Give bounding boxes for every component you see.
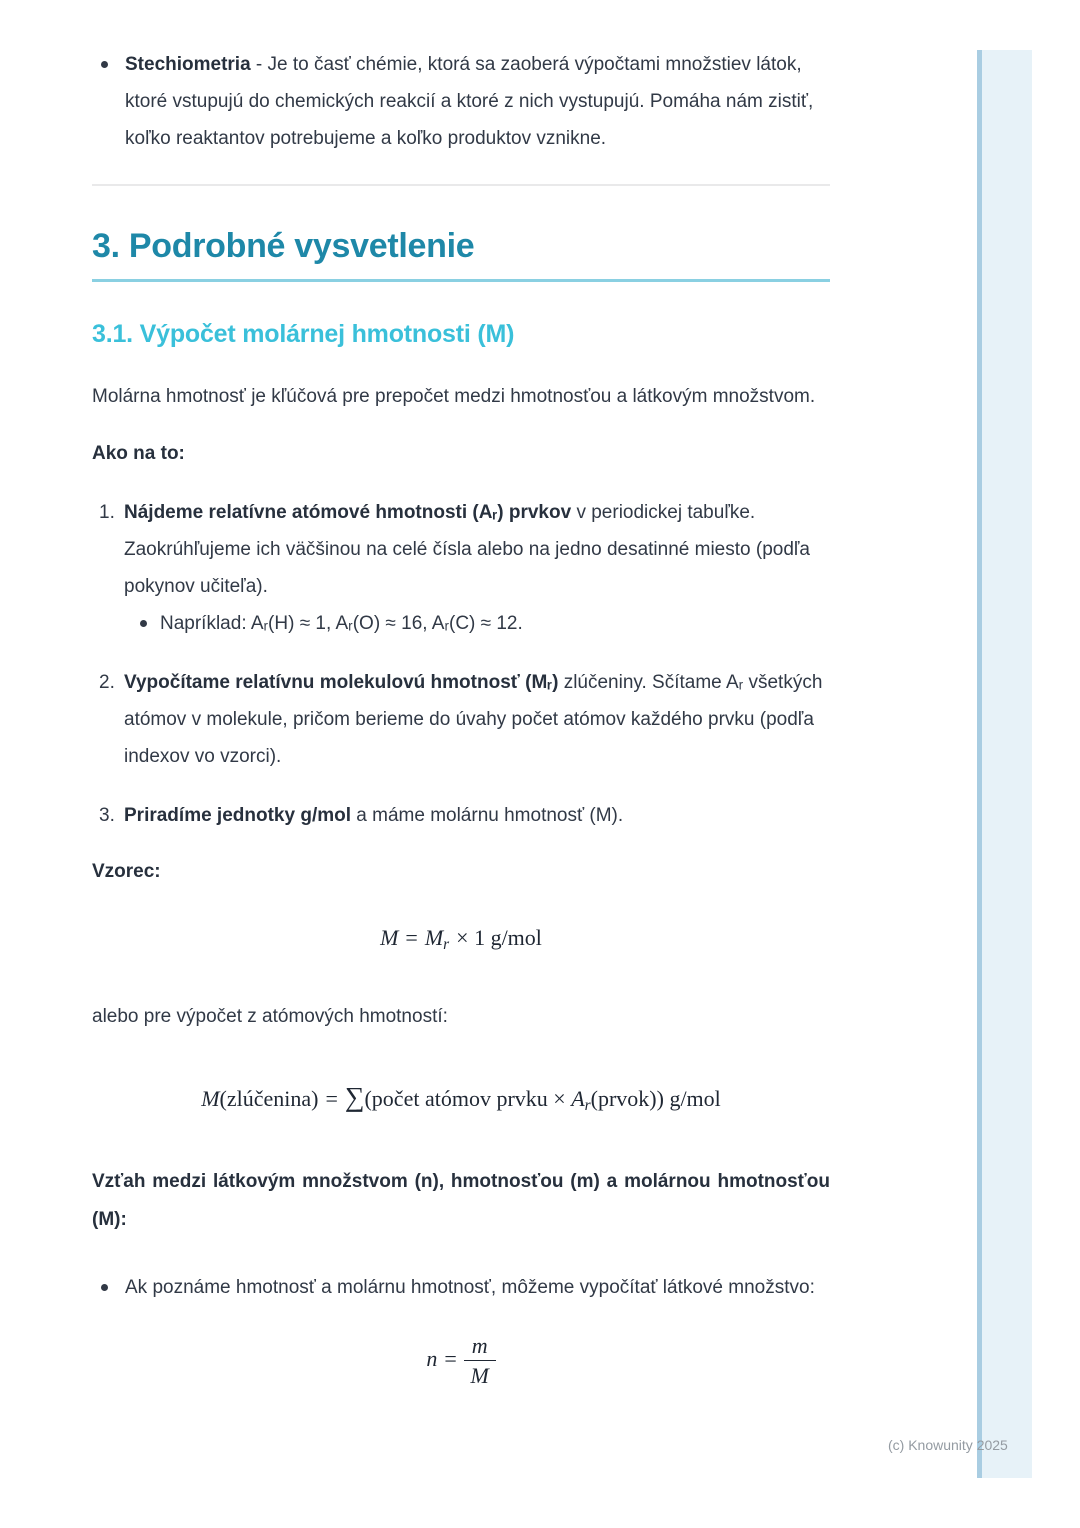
bullet-dot-icon [140,620,147,627]
subsection-title: 3.1. Výpočet molárnej hmotnosti (M) [92,320,515,348]
formula2-a: A [571,1085,585,1111]
formula3-n: n [426,1345,438,1371]
formula2-sub-r: r [584,1096,591,1114]
fraction-numerator: m [464,1332,496,1362]
step-1-text: v periodickej tabuľke. Zaokrúhľujeme ich väčšinou na celé čísla alebo na jedno desatinné miesto (podľa pokynov učiteľa). [124,502,810,597]
step-2 [92,664,830,775]
step-3-bold: Priradíme jednotky g/mol [124,805,351,826]
copyright-notice: (c) Knowunity 2025 [888,1437,1008,1453]
section-title-underline [92,279,830,282]
alt-formula-label: alebo pre výpočet z atómových hmotností: [92,1005,448,1027]
step-2-number: 2. [99,672,115,693]
intro-term: Stechiometria [125,54,251,75]
intro-text: - Je to časť chémie, ktorá sa zaoberá výpočtami množstiev látok, ktoré vstupujú do chemických reakcií a ktoré z nich vystupujú. Pomáha nám zistiť, koľko reaktantov potrebujeme a koľko produktov vznikne. [125,54,814,149]
step-3-text: a máme molárnu hmotnosť (M). [351,805,624,826]
step-1-example-text: Napríklad: Aᵣ(H) ≈ 1, Aᵣ(O) ≈ 16, Aᵣ(C) ≈ 12. [160,613,523,634]
section-title: 3. Podrobné vysvetlenie [92,227,475,265]
formula1-sub-r: r [443,935,450,953]
formula1-mr: M [424,925,444,950]
step-1 [92,494,830,642]
relationship-paragraph: Vzťah medzi látkovým množstvom (n), hmotnosťou (m) a molárnou hmotnosťou (M): [92,1170,830,1230]
formula2-equals: = [325,1085,338,1111]
step-1-example [124,605,830,642]
bullet-dot-icon [101,61,108,68]
formula2-mid: (počet atómov prvku × [364,1085,572,1111]
final-bullet-item [92,1269,830,1306]
step-2-text: zlúčeniny. Sčítame Aᵣ všetkých atómov v molekule, pričom berieme do úvahy počet atómov každého prvku (podľa indexov vo vzorci). [124,672,823,767]
formula1-tail: × 1 g/mol [456,925,542,950]
section-divider [92,184,830,186]
formula-label: Vzorec: [92,861,161,882]
fraction-denominator: M [470,1363,489,1389]
bullet-dot-icon [101,1284,108,1291]
formula1-m: M [380,925,399,950]
step-3 [92,797,830,834]
formula-molar-mass [92,925,830,954]
step-1-bold: Nájdeme relatívne atómové hmotnosti (Aᵣ) prvkov [124,502,572,523]
formula1-equals: = [405,925,418,950]
sum-sigma-icon: ∑ [344,1080,365,1112]
formula2-pre: (zlúčenina) [219,1085,319,1111]
how-to-label: Ako na to: [92,443,185,464]
formula2-m: M [201,1085,220,1111]
intro-bullet-item [92,46,830,157]
step-1-number: 1. [99,502,115,523]
step-3-number: 3. [99,805,115,826]
formula3-equals: = [444,1345,457,1371]
fraction [464,1332,496,1390]
step-2-bold: Vypočítame relatívnu molekulovú hmotnosť (Mᵣ) [124,672,559,693]
steps-list [92,494,830,834]
formula2-tail: (prvok)) g/mol [590,1085,721,1111]
formula-amount-fraction [92,1332,830,1390]
formula-compound-sum [92,1081,830,1115]
lead-paragraph: Molárna hmotnosť je kľúčová pre prepočet medzi hmotnosťou a látkovým množstvom. [92,386,816,407]
final-bullet-text: Ak poznáme hmotnosť a molárnu hmotnosť, môžeme vypočítať látkové množstvo: [125,1276,815,1298]
document-content [92,0,830,1390]
right-side-stripe [977,50,1032,1478]
